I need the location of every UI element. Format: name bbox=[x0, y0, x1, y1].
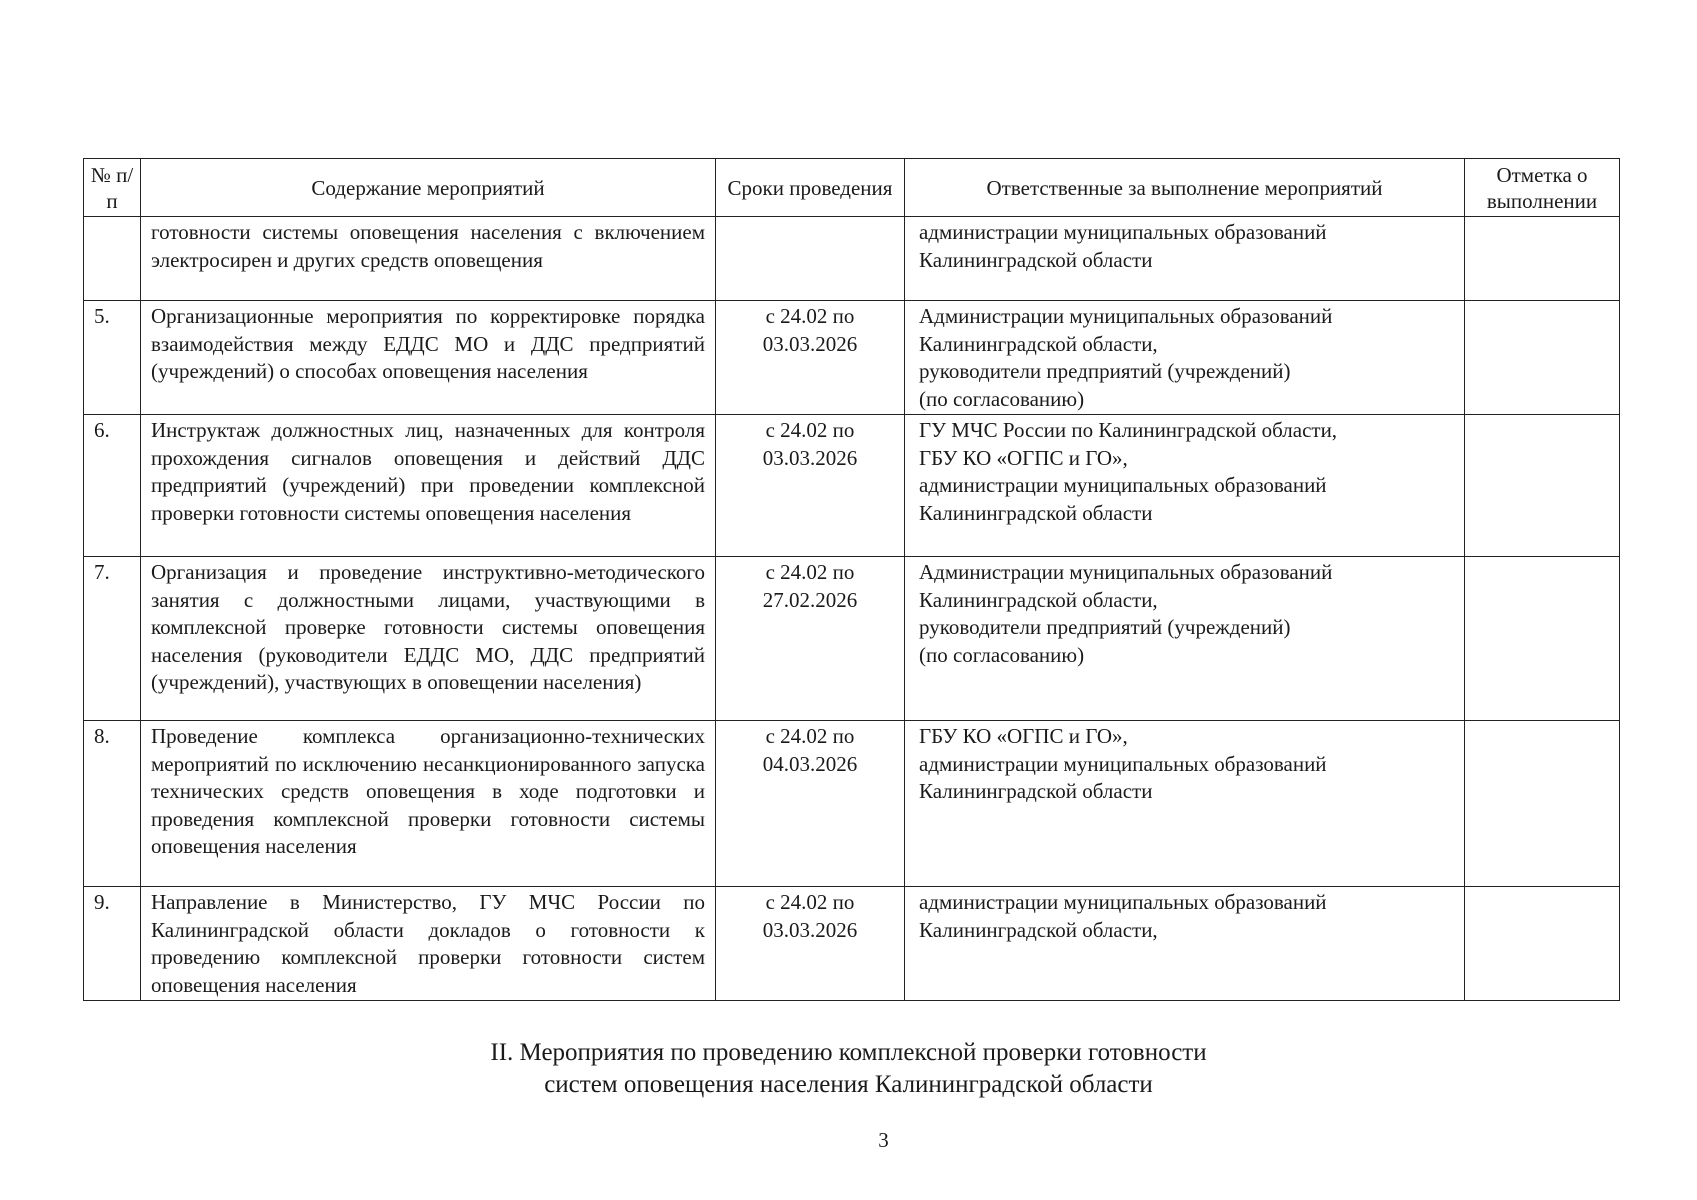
row-responsible-line: Калининградской области, bbox=[919, 917, 1158, 942]
row-number: 8. bbox=[84, 721, 141, 887]
row-mark bbox=[1465, 557, 1620, 721]
section-title-line-1: II. Мероприятия по проведению комплексной проверки готовности bbox=[490, 1039, 1207, 1066]
row-responsible bbox=[905, 301, 1465, 415]
row-dates bbox=[716, 557, 905, 721]
row-number: 5. bbox=[84, 301, 141, 415]
row-responsible-line: Администрации муниципальных образований bbox=[919, 560, 1333, 584]
row-responsible bbox=[905, 557, 1465, 721]
row-content: Инструктаж должностных лиц, назначенных для контроля прохождения сигналов оповещения и действий ДДС предприятий (учреждений) при проведении комплексной проверки готовности системы оповещения населения bbox=[141, 415, 716, 557]
table-row bbox=[84, 721, 1620, 887]
row-mark bbox=[1465, 301, 1620, 415]
row-content: Организационные мероприятия по корректировке порядка взаимодействия между ЕДДС МО и ДДС предприятий (учреждений) о способах оповещения населения bbox=[141, 301, 716, 415]
row-dates-line: с 24.02 по bbox=[765, 890, 855, 914]
row-dates bbox=[716, 887, 905, 1001]
row-responsible-line: ГУ МЧС России по Калининградской области, bbox=[919, 418, 1338, 442]
row-dates bbox=[716, 415, 905, 557]
row-responsible-line: администрации муниципальных образований bbox=[919, 890, 1327, 914]
row-dates-line: с 24.02 по bbox=[765, 724, 855, 748]
table-header-row bbox=[84, 159, 1620, 217]
row-responsible-line: (по согласованию) bbox=[919, 386, 1085, 411]
row-responsible-line: Калининградской области bbox=[919, 500, 1153, 525]
row-content: готовности системы оповещения населения с включением электросирен и других средств оповещения bbox=[141, 217, 716, 301]
row-dates bbox=[716, 301, 905, 415]
row-mark bbox=[1465, 415, 1620, 557]
row-dates-line: с 24.02 по bbox=[765, 560, 855, 584]
row-content: Направление в Министерство, ГУ МЧС России по Калининградской области докладов о готовности к проведению комплексной проверки готовности систем оповещения населения bbox=[141, 887, 716, 1001]
row-responsible bbox=[905, 721, 1465, 887]
row-number bbox=[84, 217, 141, 301]
row-responsible-line: администрации муниципальных образований bbox=[919, 751, 1327, 776]
table-row bbox=[84, 301, 1620, 415]
row-responsible-line: администрации муниципальных образований bbox=[919, 473, 1327, 497]
row-mark bbox=[1465, 217, 1620, 301]
header-dates: Сроки проведения bbox=[716, 159, 905, 217]
table-row bbox=[84, 557, 1620, 721]
header-num: № п/п bbox=[84, 159, 141, 217]
row-responsible-line: руководители предприятий (учреждений) bbox=[919, 615, 1291, 639]
row-number: 7. bbox=[84, 557, 141, 721]
row-dates-line: 03.03.2026 bbox=[762, 445, 858, 470]
row-mark bbox=[1465, 721, 1620, 887]
row-dates-line: 04.03.2026 bbox=[762, 751, 858, 776]
row-content: Проведение комплекса организационно-технических мероприятий по исключению несанкционированного запуска технических средств оповещения в ходе подготовки и проведения комплексной проверки готовности системы оповещения населения bbox=[141, 721, 716, 887]
row-dates bbox=[716, 721, 905, 887]
row-responsible-line: Калининградской области bbox=[919, 247, 1153, 272]
row-responsible-line: руководители предприятий (учреждений) bbox=[919, 359, 1291, 383]
table-row bbox=[84, 415, 1620, 557]
row-dates-line: с 24.02 по bbox=[765, 304, 855, 328]
row-responsible-line: Администрации муниципальных образований bbox=[919, 304, 1333, 328]
row-dates-line: 03.03.2026 bbox=[762, 917, 858, 942]
section-title-line-2: систем оповещения населения Калининградской области bbox=[544, 1071, 1153, 1098]
row-dates-line: 03.03.2026 bbox=[762, 331, 858, 356]
row-responsible-line: Калининградской области bbox=[919, 779, 1153, 803]
row-responsible-line: Калининградской области, bbox=[919, 331, 1158, 356]
row-mark bbox=[1465, 887, 1620, 1001]
row-responsible-line: администрации муниципальных образований bbox=[919, 220, 1327, 244]
row-responsible bbox=[905, 217, 1465, 301]
table-row bbox=[84, 887, 1620, 1001]
row-responsible bbox=[905, 887, 1465, 1001]
row-responsible-line: ГБУ КО «ОГПС и ГО», bbox=[919, 724, 1128, 748]
row-responsible bbox=[905, 415, 1465, 557]
row-number: 6. bbox=[84, 415, 141, 557]
header-content: Содержание мероприятий bbox=[141, 159, 716, 217]
row-content: Организация и проведение инструктивно-методического занятия с должностными лицами, участвующими в комплексной проверке готовности системы оповещения населения (руководители ЕДДС МО, ДДС предприятий (учреждений), участвующих в оповещении населения) bbox=[141, 557, 716, 721]
row-responsible-line: Калининградской области, bbox=[919, 587, 1158, 612]
row-dates bbox=[716, 217, 905, 301]
table-row bbox=[84, 217, 1620, 301]
section-title bbox=[0, 1037, 1697, 1101]
row-responsible-line: (по согласованию) bbox=[919, 642, 1085, 667]
header-mark: Отметка о выполнении bbox=[1465, 159, 1620, 217]
row-dates-line: с 24.02 по bbox=[765, 418, 855, 442]
header-responsible: Ответственные за выполнение мероприятий bbox=[905, 159, 1465, 217]
page-number: 3 bbox=[878, 1128, 889, 1152]
events-plan-table bbox=[83, 158, 1620, 1001]
table-body bbox=[84, 217, 1620, 1001]
row-number: 9. bbox=[84, 887, 141, 1001]
row-dates-line: 27.02.2026 bbox=[762, 587, 858, 612]
row-responsible-line: ГБУ КО «ОГПС и ГО», bbox=[919, 445, 1128, 470]
